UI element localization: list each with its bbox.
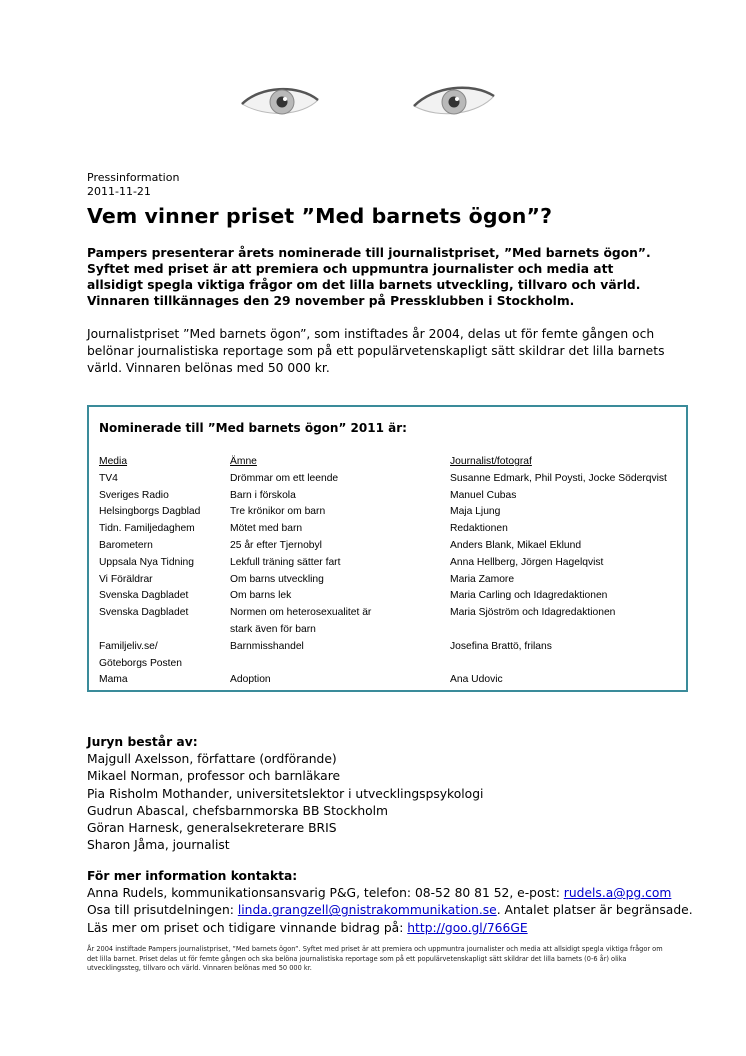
cell-media: Tidn. Familjedaghem xyxy=(99,523,195,535)
cell-journalist: Redaktionen xyxy=(450,523,508,535)
header-topic: Ämne xyxy=(230,456,257,467)
contact-section xyxy=(87,868,693,937)
cell-journalist: Josefina Brattö, frilans xyxy=(450,640,552,652)
cell-journalist: Anna Hellberg, Jörgen Hagelqvist xyxy=(450,556,604,568)
rsvp-email-link[interactable]: linda.grangzell@gnistrakommunikation.se xyxy=(237,903,497,918)
cell-topic: Tre krönikor om barn xyxy=(230,506,326,518)
cell-journalist: Manuel Cubas xyxy=(450,489,517,501)
cell-topic: Mötet med barn xyxy=(230,523,303,535)
nominees-title: Nominerade till ”Med barnets ögon” 2011 är: xyxy=(99,421,407,435)
jury-member: Pia Risholm Mothander, universitetslektor i utvecklingspsykologi xyxy=(87,786,484,801)
cell-journalist: Ana Udovic xyxy=(450,674,503,686)
cell-topic: Om barns utveckling xyxy=(230,573,324,585)
cell-media: Svenska Dagbladet xyxy=(99,607,189,619)
cell-media: Sveriges Radio xyxy=(99,489,169,501)
header-journalist: Journalist/fotograf xyxy=(450,456,532,467)
jury-heading: Juryn består av: xyxy=(87,735,198,749)
right-eye-icon xyxy=(414,88,494,114)
cell-journalist: Maria Carling och Idagredaktionen xyxy=(450,590,608,602)
contact-text: Anna Rudels, kommunikationsansvarig P&G, telefon: 08-52 80 81 52, e-post: xyxy=(87,886,564,901)
eyes-illustration xyxy=(240,82,500,132)
cell-topic: Drömmar om ett leende xyxy=(230,472,339,484)
intro-paragraph: Journalistpriset ”Med barnets ögon”, som instiftades år 2004, delas ut för femte gången och belönar journalistiska reportage som på ett populärvetenskapligt sätt skildrar det lilla barnets värld. Vinnaren belönas med 50 000 kr. xyxy=(87,327,665,375)
contact-text: Läs mer om priset och tidigare vinnande bidrag på: xyxy=(87,920,408,935)
website-link[interactable]: http://goo.gl/766GE xyxy=(407,920,528,935)
jury-member: Sharon Jåma, journalist xyxy=(87,838,230,853)
cell-media: Barometern xyxy=(99,539,153,551)
jury-member: Mikael Norman, professor och barnläkare xyxy=(87,769,341,784)
contact-text: . Antalet platser är begränsade. xyxy=(496,903,693,918)
cell-topic: 25 år efter Tjernobyl xyxy=(230,539,322,551)
jury-member: Göran Harnesk, generalsekreterare BRIS xyxy=(87,821,337,836)
cell-journalist: Maria Sjöström och Idagredaktionen xyxy=(450,607,616,619)
footnote: År 2004 instiftade Pampers journalistpriset, ”Med barnets ögon”. Syftet med priset är att premiera och uppmuntra journalister och media att allsidigt spegla viktiga frågor om det lilla barnet. Priset delas ut för femte gången och ska belöna journalistiska reportage som på ett populärvetenskapligt sätt skildrar det lilla barnets (0-6 år) olika utvecklingssteg, tillvaro och värld. Vinnaren belönas med 50 000 kr. xyxy=(87,945,663,972)
cell-media: Helsingborgs Dagblad xyxy=(99,506,201,518)
cell-media: Vi Föräldrar xyxy=(99,573,153,585)
contact-line-3 xyxy=(87,920,693,937)
left-eye-icon xyxy=(242,89,318,114)
cell-topic: Barn i förskola xyxy=(230,489,296,501)
cell-media: Familjeliv.se/ Göteborgs Posten xyxy=(99,640,182,669)
jury-member: Gudrun Abascal, chefsbarnmorska BB Stockholm xyxy=(87,803,389,818)
contact-line-2 xyxy=(87,902,693,919)
contact-heading: För mer information kontakta: xyxy=(87,869,298,883)
cell-media: TV4 xyxy=(99,472,118,484)
cell-media: Uppsala Nya Tidning xyxy=(99,556,195,568)
press-meta xyxy=(87,171,179,199)
cell-topic: Adoption xyxy=(230,674,271,686)
cell-media: Mama xyxy=(99,674,128,686)
cell-journalist: Anders Blank, Mikael Eklund xyxy=(450,539,582,551)
lead-paragraph: Pampers presenterar årets nominerade till journalistpriset, ”Med barnets ögon”. Syftet med priset är att premiera och uppmuntra journalister och media att allsidigt spegla viktiga frågor om det lilla barnets utveckling, tillvaro och värld. Vinnaren tillkännages den 29 november på Pressklubben i Stockholm. xyxy=(87,246,651,308)
jury-section xyxy=(87,734,483,854)
press-date: 2011-11-21 xyxy=(87,185,151,198)
cell-topic: Normen om heterosexualitet är stark även för barn xyxy=(230,607,372,635)
cell-journalist: Maria Zamore xyxy=(450,573,515,585)
email-link[interactable]: rudels.a@pg.com xyxy=(563,886,672,901)
nominees-box xyxy=(87,405,688,692)
cell-topic: Om barns lek xyxy=(230,590,292,602)
cell-topic: Lekfull träning sätter fart xyxy=(230,556,341,568)
cell-journalist: Susanne Edmark, Phil Poysti, Jocke Söderqvist xyxy=(450,472,667,484)
cell-media: Svenska Dagbladet xyxy=(99,590,189,602)
cell-journalist: Maja Ljung xyxy=(450,506,501,518)
jury-member: Majgull Axelsson, författare (ordförande) xyxy=(87,752,337,767)
contact-text: Osa till prisutdelningen: xyxy=(87,903,238,918)
contact-line-1 xyxy=(87,885,693,902)
cell-topic: Barnmisshandel xyxy=(230,640,304,652)
page-title: Vem vinner priset ”Med barnets ögon”? xyxy=(87,204,553,228)
header-media: Media xyxy=(99,456,128,467)
press-label: Pressinformation xyxy=(87,171,180,184)
